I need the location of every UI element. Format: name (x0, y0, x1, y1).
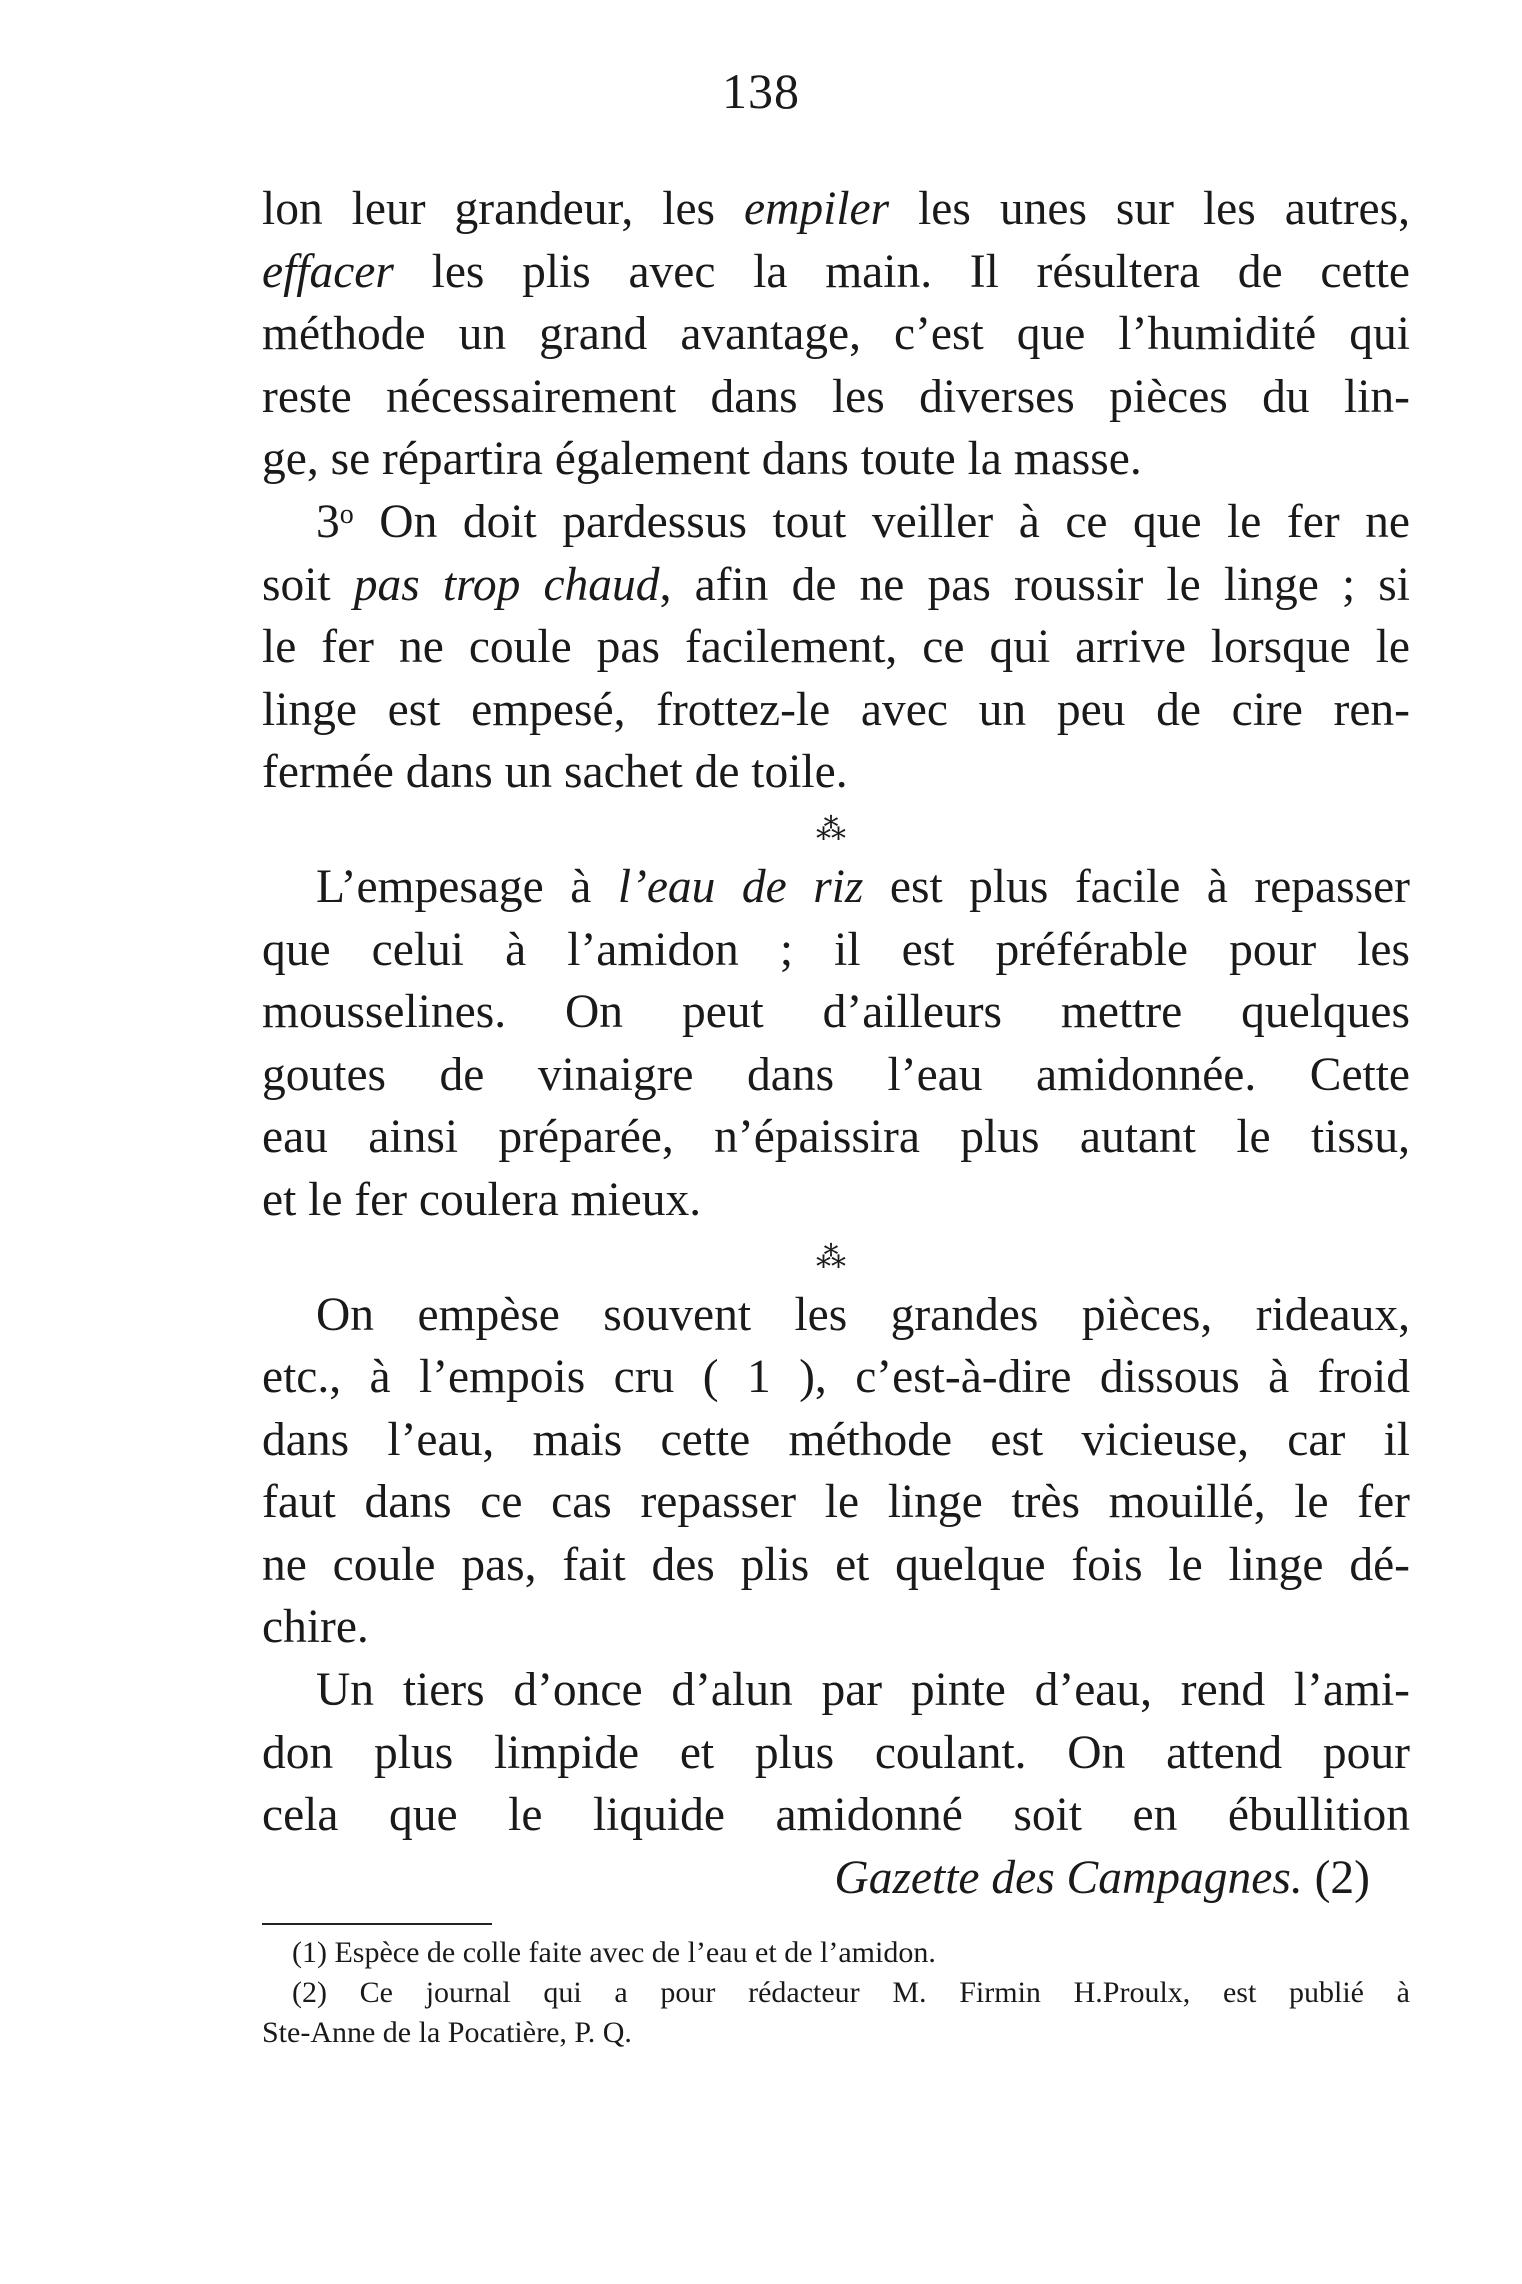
asterism-divider: ⁂ (816, 812, 846, 846)
text-run: , afin de ne pas roussir le linge ; si (659, 558, 1410, 611)
text-run: les unes sur les autres, (889, 183, 1410, 235)
text-run: On doit pardessus tout veiller à ce que le fer ne (353, 495, 1410, 548)
italic-phrase: l’eau de riz (617, 860, 864, 913)
paragraph-3-line-2: que celui à l’amidon ; il est préférable pour les (262, 923, 1410, 976)
paragraph-1-line-1 (262, 178, 1410, 241)
attribution-line (262, 1847, 1410, 1910)
paragraph-3-line-5: eau ainsi préparée, n’épaissira plus autant le tissu, (262, 1111, 1410, 1164)
italic-word: effacer (262, 245, 394, 298)
italic-phrase: pas trop chaud (353, 558, 660, 611)
footnote-1: (1) Espèce de colle faite avec de l’eau et de l’amidon. (292, 1936, 936, 1969)
paragraph-1-line-4: reste nécessairement dans les diverses pièces du lin- (262, 370, 1410, 423)
source-title: Gazette des Campagnes. (834, 1851, 1303, 1904)
paragraph-2-line-1 (262, 491, 1410, 554)
text-run: L’empesage à (316, 860, 618, 913)
footnote-rule (262, 1923, 492, 1925)
paragraph-2-line-2 (262, 554, 1410, 617)
ordinal-mark: o (339, 498, 354, 530)
paragraph-3-line-6: et le fer coulera mieux. (262, 1173, 702, 1226)
paragraph-4-line-5: ne coule pas, fait des plis et quelque fois le linge dé- (262, 1538, 1410, 1591)
paragraph-1-line-2 (262, 241, 1410, 304)
paragraph-3-line-3: mousselines. On peut d’ailleurs mettre quelques (262, 986, 1410, 1039)
paragraph-5-line-3: cela que le liquide amidonné soit en ébullition (262, 1789, 1410, 1842)
item-number: 3 (316, 495, 340, 548)
page-number: 138 (722, 63, 800, 119)
paragraph-1-line-5: ge, se répartira également dans toute la masse. (262, 433, 1142, 486)
paragraph-4-line-4: faut dans ce cas repasser le linge très mouillé, le fer (262, 1476, 1410, 1529)
paragraph-4-line-1: On empèse souvent les grandes pièces, rideaux, (316, 1288, 1410, 1341)
paragraph-4-line-3: dans l’eau, mais cette méthode est vicieuse, car il (262, 1413, 1410, 1466)
text-run: les plis avec la main. Il résultera de cette (393, 245, 1410, 298)
text-run: soit (262, 558, 354, 611)
paragraph-3-line-1 (262, 856, 1410, 919)
paragraph-2-line-5: fermée dans un sachet de toile. (262, 746, 848, 799)
body-text (262, 178, 1410, 1909)
italic-word: empiler (744, 183, 890, 235)
text-run: lon leur grandeur, les (262, 183, 745, 235)
text-run: est plus facile à repasser (863, 860, 1410, 913)
paragraph-5-line-2: don plus limpide et plus coulant. On attend pour (262, 1726, 1410, 1779)
footnote-2-line-1: (2) Ce journal qui a pour rédacteur M. Firmin H.Proulx, est publié à (292, 1976, 1410, 2009)
paragraph-1-line-3: méthode un grand avantage, c’est que l’humidité qui (262, 308, 1410, 361)
footnote-ref: (2) (1314, 1851, 1370, 1904)
paragraph-2-line-3: le fer ne coule pas facilement, ce qui arrive lorsque le (262, 621, 1410, 674)
paragraph-5-line-1: Un tiers d’once d’alun par pinte d’eau, rend l’ami- (316, 1664, 1410, 1717)
footnotes (262, 1933, 1410, 2053)
paragraph-4-line-2: etc., à l’empois cru ( 1 ), c’est-à-dire dissous à froid (262, 1351, 1410, 1404)
paragraph-2-line-4: linge est empesé, frottez-le avec un peu de cire ren- (262, 683, 1410, 736)
paragraph-3-line-4: goutes de vinaigre dans l’eau amidonnée. Cette (262, 1048, 1410, 1101)
footnote-2-line-2: Ste-Anne de la Pocatière, P. Q. (262, 2016, 632, 2049)
paragraph-4-line-6: chire. (262, 1601, 369, 1654)
asterism-divider: ⁂ (816, 1240, 846, 1274)
